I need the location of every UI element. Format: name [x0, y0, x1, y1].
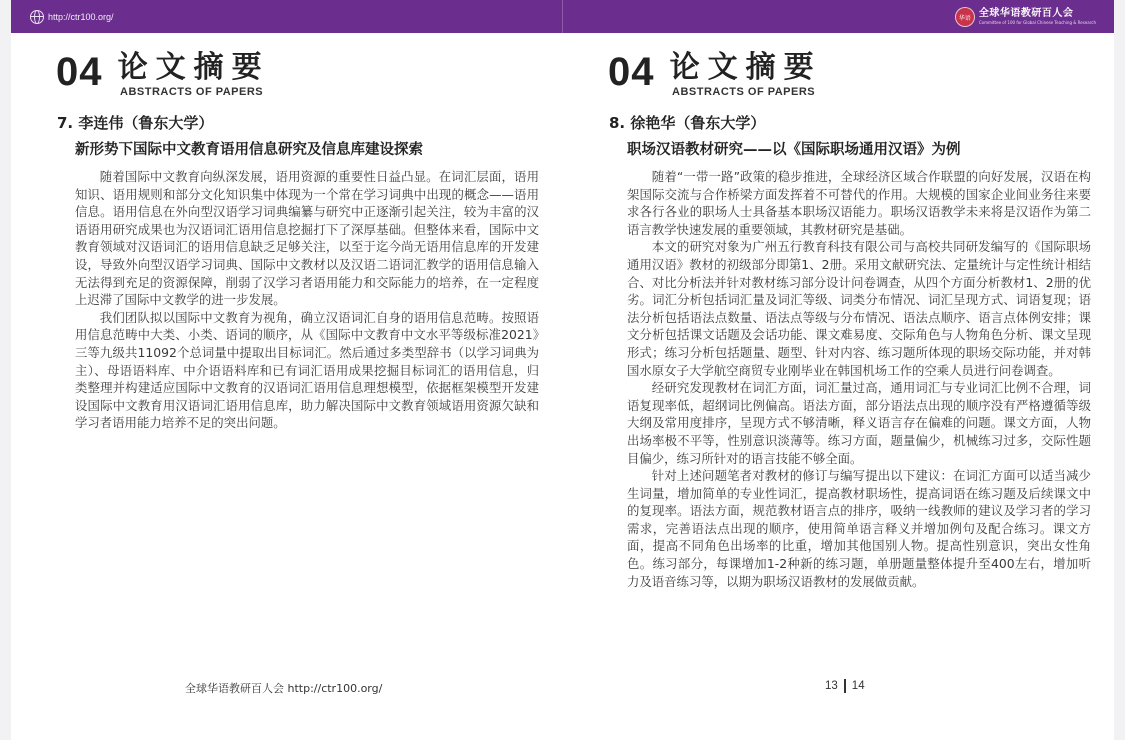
page-fold-line: [562, 0, 563, 33]
page-number-left: 13: [825, 680, 838, 692]
section-subtitle: ABSTRACTS OF PAPERS: [120, 86, 264, 98]
abstract-body: [627, 168, 1091, 590]
abstract-paragraph: 随着国际中文教育向纵深发展，语用资源的重要性日益凸显。在词汇层面，语用知识、语用规则和部分文化知识集中体现为一个常在学习词典中出现的概念——语用信息。语用信息在外向型汉语学习词典编纂与研究中正逐渐引起关注，较为丰富的汉语语用研究成果也为汉语词汇语用信息挖掘打下了深厚基础。但整体来看，国际中文教育领域对汉语词汇的语用信息缺乏足够关注，以至于迄今尚无语用信息库的开发建设，导致外向型汉语学习词典、国际中文教材以及汉语二语词汇教学的语用信息输入无法得到充足的资源保障，削弱了汉学习者语用能力和交际能力的培养，在一定程度上迟滞了国际中文教学的进一步发展。: [75, 169, 539, 308]
section-heading: [56, 50, 270, 98]
page-number-divider: [844, 679, 846, 693]
author-line: 8. 徐艳华（鲁东大学）: [609, 114, 766, 132]
right-page: [563, 33, 1114, 740]
brand-text: [979, 9, 1096, 25]
globe-icon: [30, 10, 44, 24]
brand-logo-icon: 华语: [956, 8, 974, 26]
left-page: [11, 33, 562, 740]
section-title: 论文摘要: [117, 50, 270, 85]
abstract-body: [75, 168, 539, 432]
abstract-paragraph: 随着“一带一路”政策的稳步推进，全球经济区域合作联盟的向好发展，汉语在构架国际交流与合作桥梁方面发挥着不可替代的作用。大规模的国家企业间业务往来要求各行各业的职场人士具备基本职场汉语能力。职场汉语教学未来将是汉语作为第二语言教学快速发展的重要领域，其教材研究是基础。: [627, 169, 1091, 237]
brand-block: [956, 7, 1096, 27]
brand-subtitle: Committee of 100 for Global Chinese Teaching & Research: [978, 20, 1096, 25]
abstract-paragraph: 本文的研究对象为广州五行教育科技有限公司与高校共同研发编写的《国际职场通用汉语》教材的初级部分即第1、2册。采用文献研究法、定量统计与定性统计相结合、对比分析法并针对教材练习部分设计问卷调查，从四个方面分析教材1、2册的优劣。词汇分析包括词汇量及词汇等级、词类分布情况、词汇呈现方式、词语复现；语法分析包括语法点数量、语法点等级与分布情况、语法点顺序、语言点体例安排；课文分析包括课文话题及会话功能、课文难易度、交际角色与人物角色分析、课文呈现形式；练习分析包括题量、题型、针对内容、练习题所体现的职场交际功能，并对韩国水原女子大学航空商贸专业刚毕业在韩国机场工作的空乘人员进行问卷调查。: [627, 239, 1091, 378]
abstract-paragraph: 经研究发现教材在词汇方面，词汇量过高，通用词汇与专业词汇比例不合理，词语复现率低，超纲词比例偏高。语法方面，部分语法点出现的顺序没有严格遵循等级大纲及常用度排序，呈现方式不够清晰，释义语言存在偏难的问题。课文方面，人物出场率极不平等，性别意识淡薄等。练习方面，题量偏少，机械练习过多，交际性题目偏少，练习所针对的语言技能不够全面。: [627, 380, 1091, 466]
section-number: 04: [56, 50, 103, 94]
top-banner: [11, 0, 1114, 33]
header-url[interactable]: [30, 9, 114, 25]
section-number: 04: [608, 50, 655, 94]
brand-name: 全球华语教研百人会: [978, 8, 1074, 19]
section-heading: [608, 50, 822, 98]
footer-text: 全球华语教研百人会 http://ctr100.org/: [185, 682, 383, 695]
magazine-spread: [11, 0, 1114, 740]
author-line: 7. 李连伟（鲁东大学）: [57, 114, 214, 132]
abstract-paragraph: 针对上述问题笔者对教材的修订与编写提出以下建议：在词汇方面可以适当减少生词量，增加简单的专业性词汇，提高教材职场性，提高词语在练习题及后续课文中的复现率。语法方面，规范教材语言点的排序，吸纳一线教师的建议及学习者的学习需求，完善语法点出现的顺序，使用简单语言释义并增加例句及配合练习。课文方面，提高不同角色出场率的比重，增加其他国别人物。提高性别意识，突出女性角色。练习部分，每课增加1-2种新的练习题，单册题量整体提升至400左右，增加听力及语音练习等，以期为职场汉语教材的发展做贡献。: [627, 468, 1091, 589]
page-number-right: 14: [851, 680, 865, 692]
abstract-paragraph: 我们团队拟以国际中文教育为视角，确立汉语词汇自身的语用信息范畴。按照语用信息范畴中大类、小类、语词的顺序，从《国际中文教育中文水平等级标准2021》三等九级共11092个总词量中提取出目标词汇。然后通过多类型辞书（以学习词典为主）、母语语料库、中介语语料库和已有词汇语用成果挖掘目标词汇的语用信息，归类整理并构建适应国际中文教育的汉语词汇语用信息理想模型，依据框架模型开发建设国际中文教育用汉语词汇语用信息库，助力解决国际中文教育领域语用资源欠缺和学习者语用能力培养不足的突出问题。: [75, 309, 539, 431]
section-title: 论文摘要: [669, 50, 822, 85]
section-subtitle: ABSTRACTS OF PAPERS: [672, 86, 816, 98]
header-url-text[interactable]: http://ctr100.org/: [48, 12, 114, 22]
paper-title: 职场汉语教材研究——以《国际职场通用汉语》为例: [627, 142, 961, 158]
page-numbers: [825, 679, 865, 693]
paper-title: 新形势下国际中文教育语用信息研究及信息库建设探索: [75, 142, 423, 158]
